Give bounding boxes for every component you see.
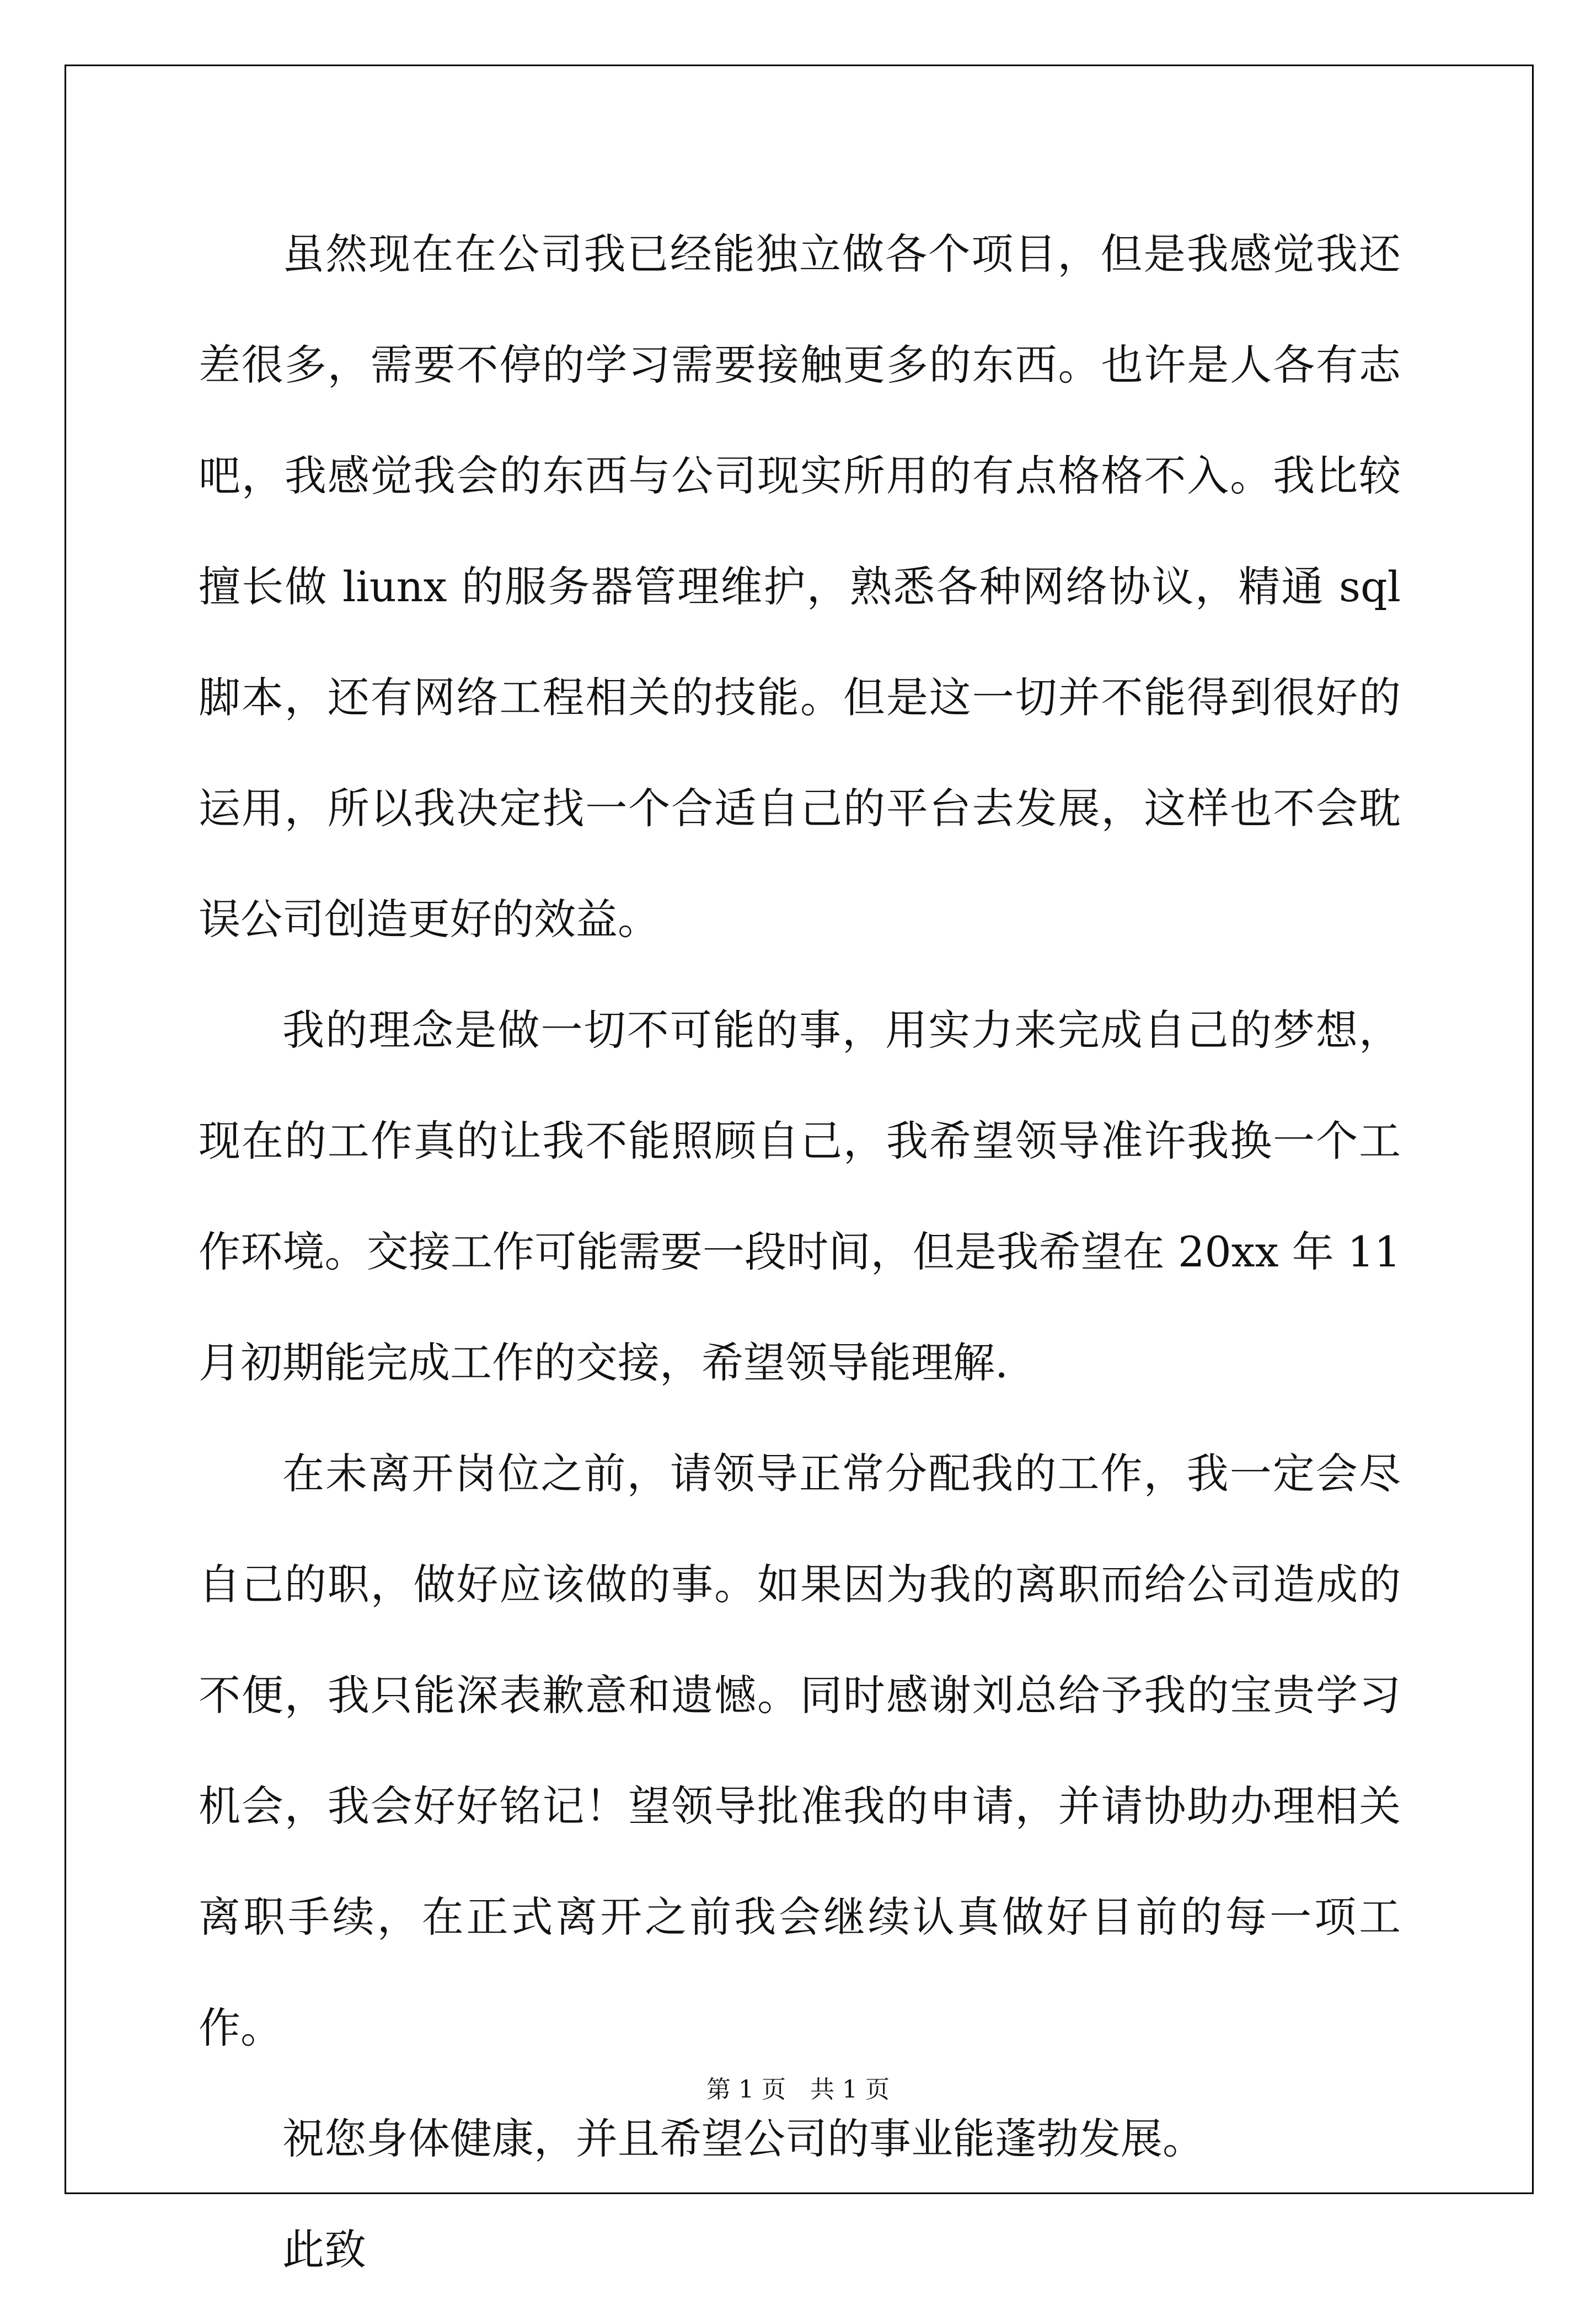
document-body (199, 199, 1401, 2305)
paragraph-2: 我的理念是做一切不可能的事，用实力来完成自己的梦想，现在的工作真的让我不能照顾自己，我希望领导准许我换一个工作环境。交接工作可能需要一段时间，但是我希望在 20xx 年 11 月初期能完成工作的交接，希望领导能理解. (199, 1006, 1401, 1387)
page-number-footer: 第 1 页 共 1 页 (706, 2076, 890, 2104)
paragraph-1: 虽然现在在公司我已经能独立做各个项目，但是我感觉我还差很多，需要不停的学习需要接触更多的东西。也许是人各有志吧，我感觉我会的东西与公司现实所用的有点格格不入。我比较擅长做 liunx 的服务器管理维护，熟悉各种网络协议，精通 sql 脚本，还有网络工程相关的技能。但是这一切并不能得到很好的运用，所以我决定找一个合适自己的平台去发展，这样也不会耽误公司创造更好的效益。 (199, 229, 1401, 944)
paragraph-3: 在未离开岗位之前，请领导正常分配我的工作，我一定会尽自己的职，做好应该做的事。如果因为我的离职而给公司造成的不便，我只能深表歉意和遗憾。同时感谢刘总给予我的宝贵学习机会，我会好好铭记！望领导批准我的申请，并请协助办理相关离职手续，在正式离开之前我会继续认真做好目前的每一项工作。 (199, 1449, 1401, 2052)
paragraph-closing: 此致 (282, 2225, 366, 2274)
paragraph-4: 祝您身体健康，并且希望公司的事业能蓬勃发展。 (282, 2114, 1204, 2163)
